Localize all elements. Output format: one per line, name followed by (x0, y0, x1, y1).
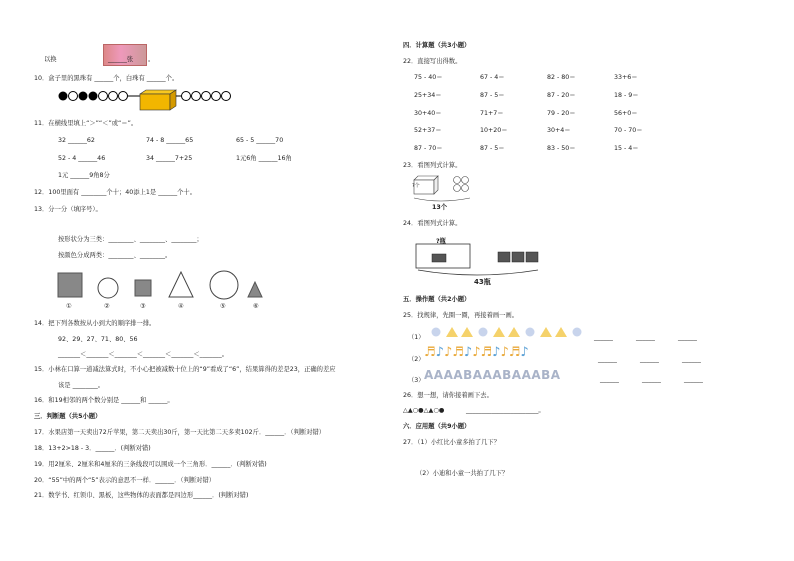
music-note-icon: ♪ (435, 345, 444, 360)
q18-text: 18．13+2>18 - 3．______．(判断对错) (34, 445, 151, 452)
q15-text: 15．小林在口算一道减法算式时，不小心把被减数十位上的“9”看成了“6”，结果算得的差是23，正确的差应 (34, 366, 336, 373)
q11-cell: 52 - 4 ______46 (58, 155, 106, 162)
white-triangle (169, 272, 193, 297)
calc-item: 87 - 5＝ (480, 92, 505, 99)
music-note-icon: ♪ (492, 345, 501, 360)
q14-numbers: 92、29、27、71、80、56 (58, 336, 138, 343)
pattern-1-figure (430, 325, 610, 341)
music-note-icon: ♬ (508, 345, 521, 360)
q23-text: 23．看图列式计算。 (403, 162, 462, 169)
shape-label: ④ (178, 303, 184, 310)
white-bead (222, 92, 231, 101)
answer-blank[interactable]: ______ (682, 356, 701, 363)
answer-blank[interactable]: ______ (684, 376, 703, 383)
q25-item-label: （3） (408, 377, 425, 384)
music-note-icon: ♪ (500, 345, 509, 360)
calc-item: 87 - 70＝ (414, 145, 443, 152)
music-note-icon: ♪ (472, 345, 481, 360)
section-4-title: 四．计算题（共3小题） (403, 42, 471, 49)
letter-pattern: AAAABAAABAAABA (424, 368, 561, 382)
calc-item: 56+0＝ (614, 110, 638, 117)
q25-item-label: （1） (408, 334, 425, 341)
black-bead (79, 92, 88, 101)
music-note-icon: ♬ (452, 345, 464, 360)
q11-cell: 1元6角 ______16角 (236, 155, 292, 162)
smiley-faces-icon (454, 177, 469, 192)
shape-label: ② (104, 303, 110, 310)
music-note-icon: ♪ (443, 345, 453, 360)
q16-text: 16．和19相邻的两个数分别是 ______和 ______。 (34, 397, 174, 404)
triangle-circle-pattern (432, 327, 582, 337)
calc-item: 52+37＝ (414, 127, 442, 134)
q9-post: 。 (148, 56, 155, 63)
q19-text: 19．用2厘米、2厘米和4厘米的三条线段可以围成一个三角形．______．(判断对错) (34, 461, 267, 468)
white-bead (109, 92, 118, 101)
q24-total: 43瓶 (474, 278, 491, 286)
bottle-crate-icon (498, 252, 510, 262)
music-note-pattern (424, 346, 529, 360)
shape-label: ⑤ (220, 303, 226, 310)
music-note-icon: ♬ (480, 345, 493, 360)
black-bead (59, 92, 68, 101)
calc-item: 18 - 9＝ (614, 92, 639, 99)
calc-item: 25+34＝ (414, 92, 442, 99)
bottle-crate-icon (526, 252, 538, 262)
calc-item: 10+20＝ (480, 127, 508, 134)
q23-box-label: ?个 (412, 183, 420, 189)
beads-right (176, 92, 231, 101)
section-3-title: 三．判断题（共5小题） (34, 413, 102, 420)
white-bead (69, 92, 78, 101)
bead-box-figure (58, 88, 238, 112)
answer-blank[interactable]: ______ (678, 334, 697, 341)
music-note-icon: ♪ (463, 345, 473, 360)
q10-text: 10．盒子里的黑珠有 ______个，白珠有 ______个。 (34, 75, 179, 82)
q26-answer-line[interactable]: _______________________。 (466, 407, 545, 414)
q12-text: 12．100里面有 ________个十；40添上1是 ______个十。 (34, 189, 196, 196)
answer-blank[interactable]: ______ (598, 356, 617, 363)
black-bead (89, 92, 98, 101)
q15-text-cont: 该是 ________。 (58, 382, 105, 389)
calc-item: 30+40＝ (414, 110, 442, 117)
q11-text: 11．在横线里填上“＞”“＜”或“＝”。 (34, 120, 138, 127)
bottle-crate-icon (432, 254, 446, 262)
q13-color-classify: 按颜色分成两类：________、________。 (58, 252, 172, 259)
q14-text: 14．把下列各数按从小到大的顺序排一排。 (34, 320, 156, 327)
q20-text: 20．“55”中的两个“5”表示的意思不一样．______．（判断对错） (34, 477, 216, 484)
q11-cell: 34 ______7+25 (146, 155, 193, 162)
q26-text: 26．想一想，请你接着画下去。 (403, 392, 493, 399)
calc-item: 15 - 4＝ (614, 145, 639, 152)
q23-total: 13个 (432, 204, 448, 211)
beads-left (59, 92, 141, 101)
q27-part1: 27．（1）小红比小童多拍了几下？ (403, 439, 501, 446)
bottle-crate-icon (512, 252, 524, 262)
shape-label: ⑥ (253, 303, 259, 310)
calc-item: 75 - 40＝ (414, 74, 443, 81)
white-large-circle (210, 271, 238, 299)
q24-box-label: ?瓶 (436, 238, 446, 245)
q14-answer-line: _______＜_______＜_______＜_______＜_______＜_______。 (58, 351, 229, 358)
shapes-figure (56, 268, 271, 314)
gray-square (58, 273, 82, 297)
shape-label: ③ (140, 303, 146, 310)
answer-blank[interactable]: ______ (642, 376, 661, 383)
section-5-title: 五．操作题（共2小题） (403, 296, 471, 303)
calc-item: 87 - 5＝ (480, 145, 505, 152)
white-bead (119, 92, 128, 101)
shape-label: ① (66, 303, 72, 310)
answer-blank[interactable]: ______ (600, 376, 619, 383)
q25-item-label: （2） (408, 356, 425, 363)
white-bead (202, 92, 211, 101)
calc-item: 33+6＝ (614, 74, 638, 81)
q22-text: 22．直接写出得数。 (403, 58, 462, 65)
answer-blank[interactable]: ______ (636, 334, 655, 341)
calc-item: 83 - 50＝ (547, 145, 576, 152)
calc-item: 30+4＝ (547, 127, 571, 134)
music-note-icon: ♪ (520, 345, 529, 360)
bead-box (140, 90, 176, 110)
q24-text: 24．看图列式计算。 (403, 220, 462, 227)
q9-blank: ______张 (108, 56, 134, 63)
music-note-icon: ♬ (424, 345, 436, 360)
calc-item: 71+7＝ (480, 110, 504, 117)
q9-pre: 以换 (44, 56, 57, 63)
answer-blank[interactable]: ______ (594, 334, 613, 341)
q13-shape-classify: 按形状分为三类：________、________、________； (58, 236, 203, 243)
q13-text: 13．分一分（填序号）。 (34, 206, 102, 213)
q11-cell: 74 - 8 ______65 (146, 137, 194, 144)
white-bead (182, 92, 191, 101)
white-bead (212, 92, 221, 101)
q21-text: 21．数学书、红领巾、黑板，这些物体的表面都是四边形______．(判断对错) (34, 492, 249, 499)
white-bead (99, 92, 108, 101)
q25-text: 25．找规律，先圈一圈，再接着画一画。 (403, 312, 519, 319)
q11-cell: 1元 ______9角8分 (58, 172, 110, 179)
gray-triangle (248, 282, 262, 297)
answer-blank[interactable]: ______ (640, 356, 659, 363)
gray-small-square (135, 280, 151, 296)
q11-cell: 32 ______62 (58, 137, 95, 144)
q27-part2: （2）小迪和小童一共拍了几下？ (416, 470, 509, 477)
calc-item: 79 - 20＝ (547, 110, 576, 117)
calc-item: 70 - 70＝ (614, 127, 643, 134)
q11-cell: 65 - 5 ______70 (236, 137, 284, 144)
calc-item: 67 - 4＝ (480, 74, 505, 81)
q17-text: 17．水果店第一天卖出72斤苹果，第二天卖出30斤，第一天比第二天多卖102斤．______．（判断对错） (34, 429, 326, 436)
q26-pattern: △▲○●△▲○● (403, 407, 445, 414)
white-circle (98, 278, 118, 298)
white-bead (192, 92, 201, 101)
calc-item: 82 - 80＝ (547, 74, 576, 81)
section-6-title: 六．应用题（共9小题） (403, 423, 471, 430)
calc-item: 87 - 20＝ (547, 92, 576, 99)
